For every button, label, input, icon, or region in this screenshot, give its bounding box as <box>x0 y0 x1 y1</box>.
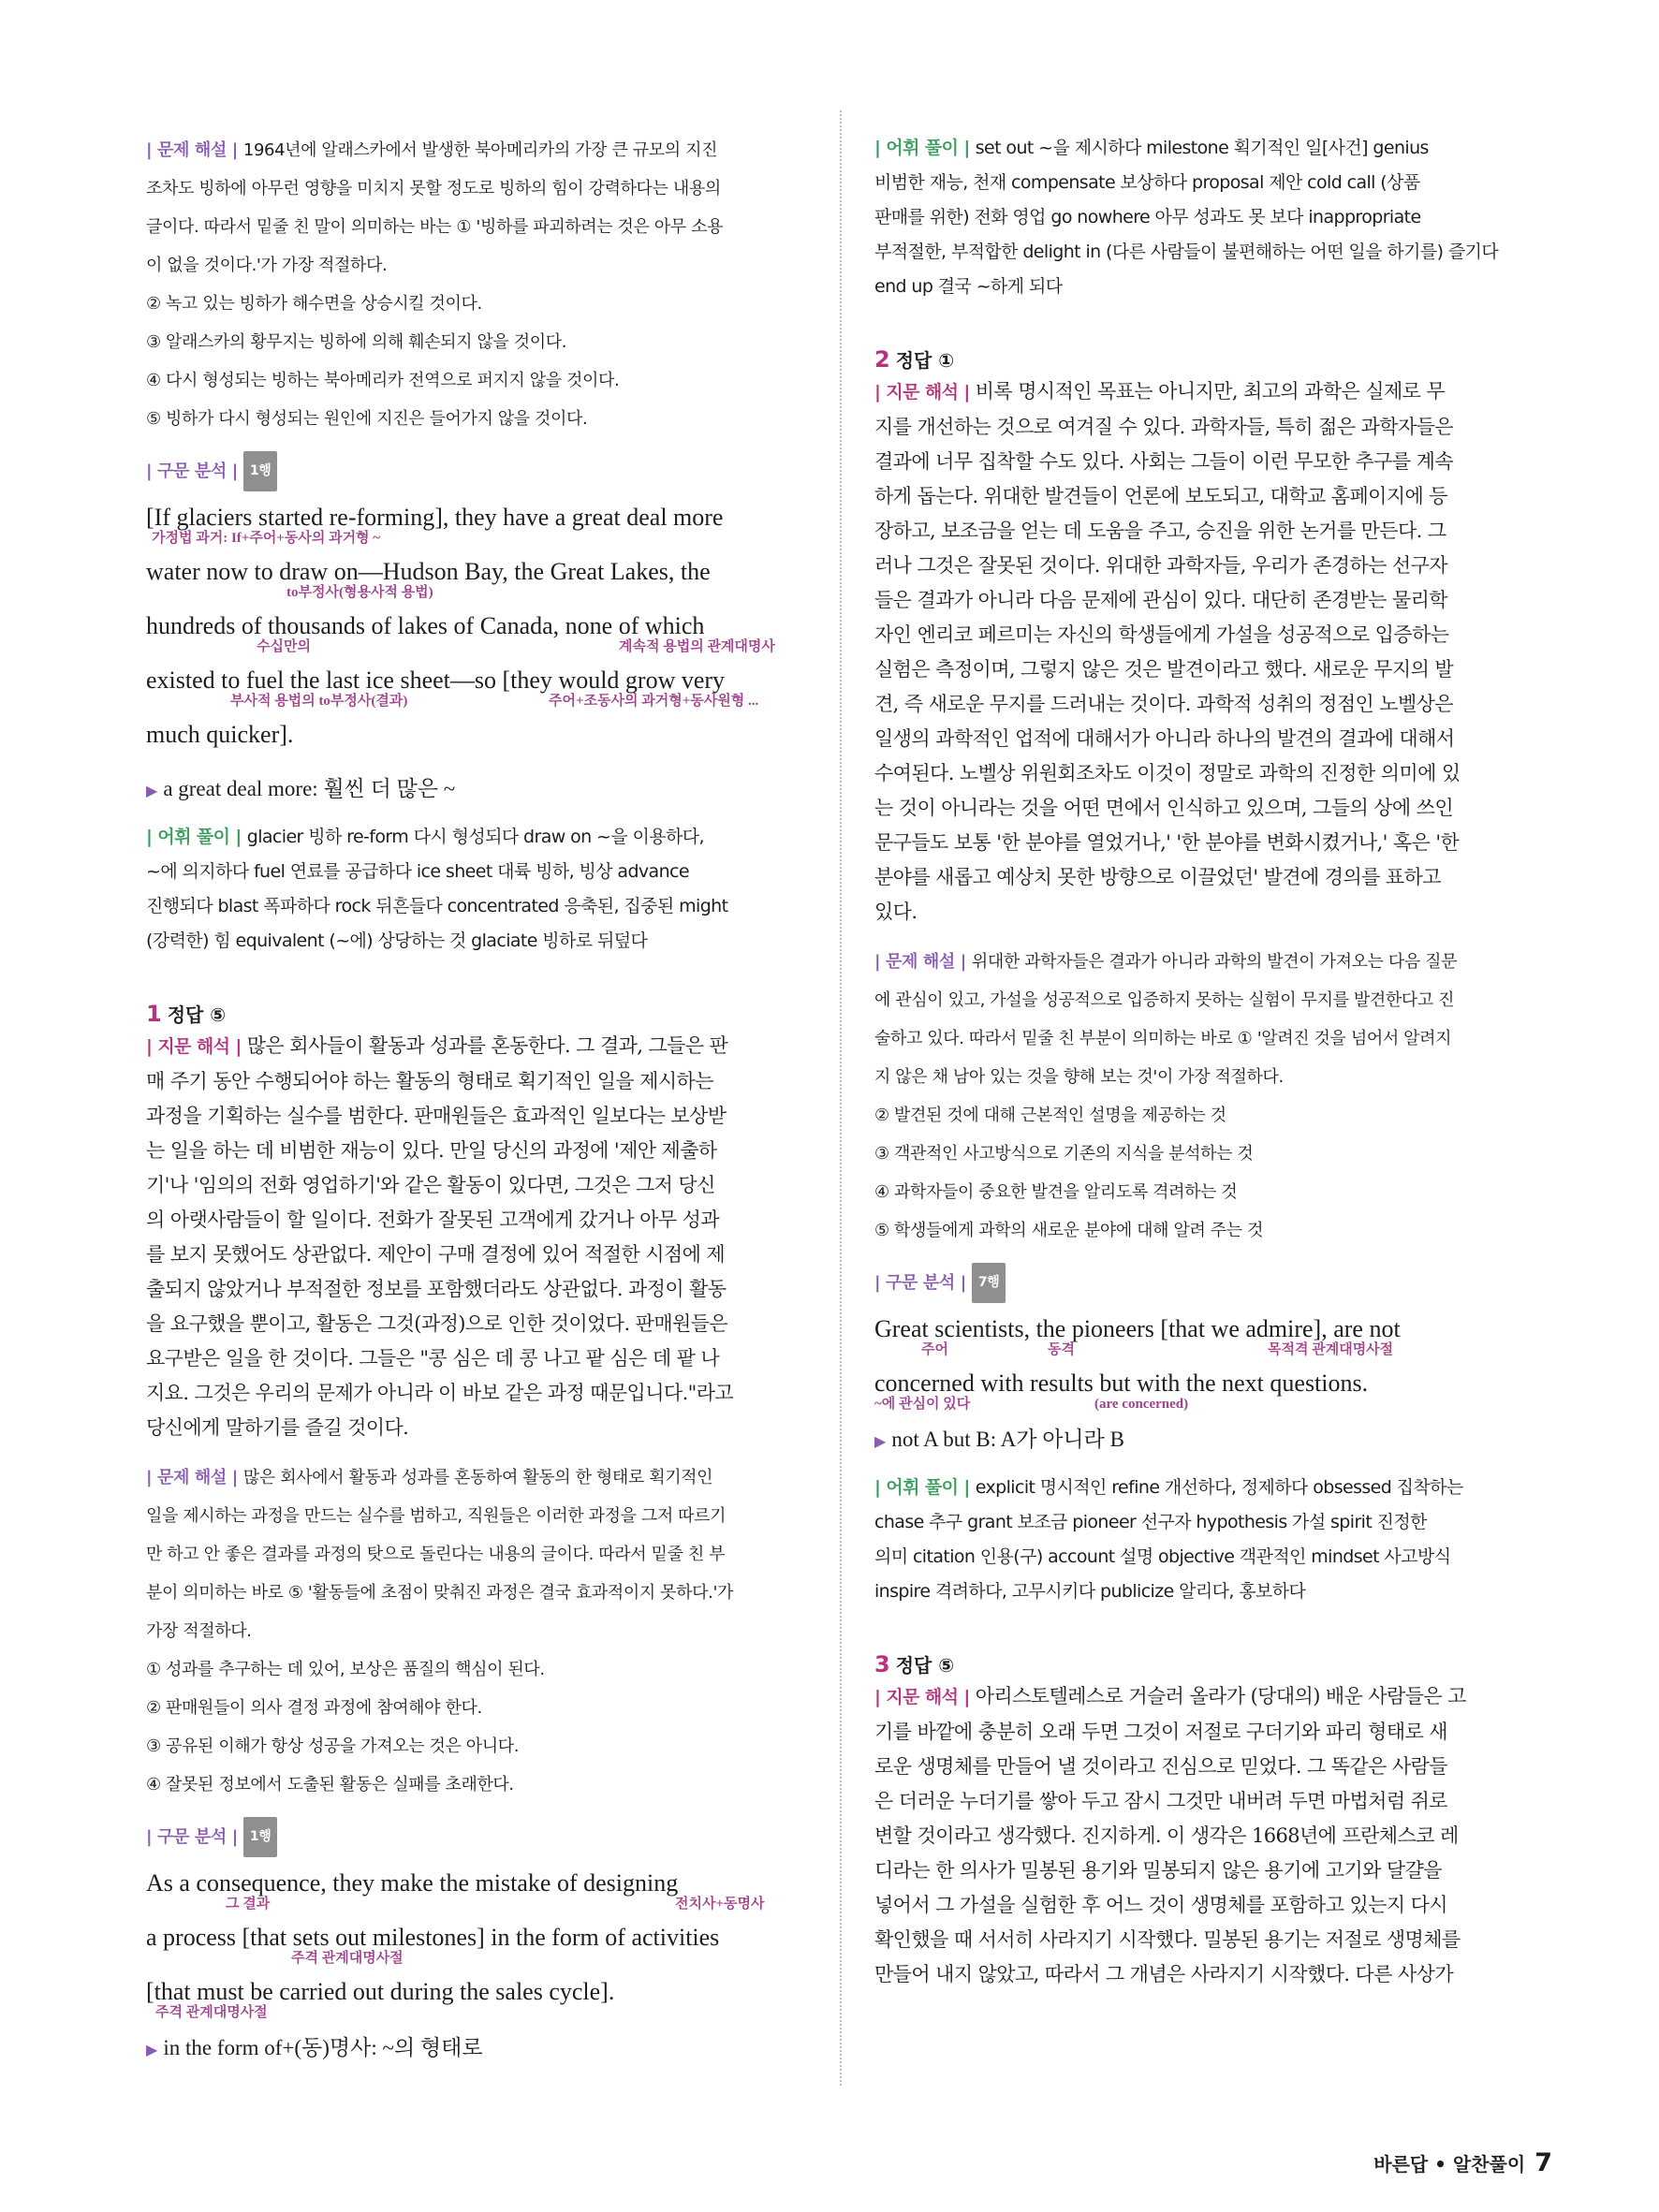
left-column <box>146 131 805 2066</box>
vocab-block-3: | 어휘 풀이 | explicit 명시적인 refine 개선하다, 정제하다 obsessed 집착하는 chase 추구 grant 보조금 pioneer 선구자 hypothesis 가설 spirit 진정한 의미 citation 인용(구) account 설명 objective 객관적인 mindset 사고방식 inspire 격려하다, 고무시키다 publicize 알리다, 홍보하다 <box>874 1477 1463 1602</box>
answer-heading-1: 1 정답 ⑤ <box>146 1001 227 1027</box>
label-problem-explanation: | 문제 해설 | <box>146 140 238 160</box>
explanation-block-3: | 문제 해설 | 위대한 과학자들은 결과가 아니라 과학의 발견이 가져오는 다음 질문 에 관심이 있고, 가설을 성공적으로 입증하지 못하는 실험이 무지를 발견한다고 진 술하고 있다. 따라서 밑줄 친 부분이 의미하는 바로 ① '알려진 것을 넘어서 알려지 지 않은 채 남아 있는 것을 향해 보는 것'이 가장 적절하다. ② 발견된 것에 대해 근본적인 설명을 제공하는 것 ③ 객관적인 사고방식으로 기존의 지식을 분석하는 것 ④ 과학자들이 중요한 발견을 알리도록 격려하는 것 ⑤ 학생들에게 과학의 새로운 분야에 대해 알려 주는 것 <box>874 952 1458 1240</box>
column-divider <box>840 110 842 2086</box>
note-1: ▶ a great deal more: 훨씬 더 많은 ~ <box>146 777 456 800</box>
line-badge: 1행 <box>243 451 277 491</box>
triangle-bullet-icon: ▶ <box>874 1434 887 1450</box>
vocab-block-2: | 어휘 풀이 | set out ~을 제시하다 milestone 획기적인 일[사건] genius 비범한 재능, 천재 compensate 보상하다 proposal 제안 cold call (상품 판매를 위한) 전화 영업 go nowhere 아무 성과도 못 보다 inappropriate 부적절한, 부적합한 delight in (다른 사람들이 불편해하는 어떤 일을 하기를) 즐기다 end up 결국 ~하게 되다 <box>874 138 1499 297</box>
syntax-analysis-3: Great scientists, the pioneers [that we admire], are not 주어 동격 목적격 관계대명사절 concerned with results but with the next questions. ~에 관심이 있다 (are concerned) <box>874 1315 1401 1412</box>
triangle-bullet-icon: ▶ <box>146 2043 158 2058</box>
note-2: ▶ in the form of+(동)명사: ~의 형태로 <box>146 2036 483 2059</box>
triangle-bullet-icon: ▶ <box>146 784 158 799</box>
right-column <box>874 131 1535 1992</box>
syntax-heading-3: | 구문 분석 | 7행 <box>874 1263 1535 1303</box>
syntax-heading-1: | 구문 분석 | 1행 <box>146 451 805 491</box>
syntax-heading-2: | 구문 분석 | 1행 <box>146 1817 805 1857</box>
translation-block-3: | 지문 해석 | 아리스토텔레스로 거슬러 올라가 (당대의) 배운 사람들은 고 기를 바깥에 충분히 오래 두면 그것이 저절로 구더기와 파리 형태로 새 로운 생명체를 만들어 낼 것이라고 진심으로 믿었다. 그 똑같은 사람들 은 더러운 누더기를 쌓아 두고 잠시 그것만 내버려 두면 마법처럼 쥐로 변할 것이라고 생각했다. 진지하게. 이 생각은 1668년에 프란체스코 레 디라는 한 의사가 밀봉된 용기와 밀봉되지 않은 용기에 고기와 달걀을 넣어서 그 가설을 실험한 후 어느 것이 생명체를 포함하고 있는지 다시 확인했을 때 서서히 사라지기 시작했다. 밀봉된 용기는 저절로 생명체를 만들어 내지 않았고, 따라서 그 개념은 사라지기 시작했다. 다른 사상가 <box>874 1685 1466 1985</box>
explanation-block-2: | 문제 해설 | 많은 회사에서 활동과 성과를 혼동하여 활동의 한 형태로 획기적인 일을 제시하는 과정을 만드는 실수를 범하고, 직원들은 이러한 과정을 그저 따르기 만 하고 안 좋은 결과를 과정의 탓으로 돌린다는 내용의 글이다. 따라서 밑줄 친 부 분이 의미하는 바로 ⑤ '활동들에 초점이 맞춰진 과정은 결국 효과적이지 못하다.'가 가장 적절하다. ① 성과를 추구하는 데 있어, 보상은 품질의 핵심이 된다. ② 판매원들이 의사 결정 과정에 참여해야 한다. ③ 공유된 이해가 항상 성공을 가져오는 것은 아니다. ④ 잘못된 정보에서 도출된 활동은 실패를 초래한다. <box>146 1468 733 1795</box>
vocab-block-1: | 어휘 풀이 | glacier 빙하 re-form 다시 형성되다 draw on ~을 이용하다, ~에 의지하다 fuel 연료를 공급하다 ice sheet 대륙 빙하, 빙상 advance 진행되다 blast 폭파하다 rock 뒤흔들다 concentrated 응축된, 집중된 might (강력한) 힘 equivalent (~에) 상당하는 것 glaciate 빙하로 뒤덮다 <box>146 827 728 951</box>
translation-block-1: | 지문 해석 | 많은 회사들이 활동과 성과를 혼동한다. 그 결과, 그들은 판 매 주기 동안 수행되어야 하는 활동의 형태로 획기적인 일을 제시하는 과정을 기획하는 실수를 범한다. 판매원들은 효과적인 일보다는 보상받 는 일을 하는 데 비범한 재능이 있다. 만일 당신의 과정에 '제안 제출하 기'나 '임의의 전화 영업하기'와 같은 활동이 있다면, 그것은 그저 당신 의 아랫사람들이 할 일이다. 전화가 잘못된 고객에게 갔거나 아무 성과 를 보지 못했어도 상관없다. 제안이 구매 결정에 있어 적절한 시점에 제 출되지 않았거나 부적절한 정보를 포함했더라도 상관없다. 과정이 활동 을 요구했을 뿐이고, 활동은 그것(과정)으로 인한 것이었다. 판매원들은 요구받은 일을 한 것이다. 그들은 "콩 심은 데 콩 나고 팥 심은 데 팥 나 지요. 그것은 우리의 문제가 아니라 이 바보 같은 과정 때문입니다."라고 당신에게 말하기를 즐길 것이다. <box>146 1034 734 1439</box>
line-badge: 1행 <box>243 1817 277 1857</box>
page-footer <box>1373 2148 1552 2177</box>
line-badge: 7행 <box>972 1263 1006 1303</box>
book-title: 바른답 • 알찬풀이 <box>1373 2153 1526 2175</box>
syntax-analysis-1: [If glaciers started re-forming], they have a great deal more 가정법 과거: If+주어+동사의 과거형 ~ water now to draw on—Hudson Bay, the Great Lakes, the to부정사(형용사적 용법) hundreds of thousands of lakes of Canada, none of which 수십만의 계속적 용법의 관계대명사 existed to fuel the last ice sheet—so [they would grow very 부사적 용법의 to부정사(결과) 주어+조동사의 과거형+동사원형 ... much quicker]. <box>146 504 775 748</box>
answer-heading-2: 2 정답 ① <box>874 346 955 373</box>
page-number: 7 <box>1534 2148 1552 2177</box>
syntax-analysis-2: As a consequence, they make the mistake of designing 그 결과 전치사+동명사 a process [that sets out milestones] in the form of activities 주격 관계대명사절 [that must be carried out during the sales cycle]. 주격 관계대명사절 <box>146 1869 765 2020</box>
note-3: ▶ not A but B: A가 아니라 B <box>874 1428 1124 1451</box>
explanation-block-1: | 문제 해설 | 1964년에 알래스카에서 발생한 북아메리카의 가장 큰 규모의 지진 조차도 빙하에 아무런 영향을 미치지 못할 정도로 빙하의 힘이 강력하다는 내용의 글이다. 따라서 밑줄 친 말이 의미하는 바는 ① '빙하를 파괴하려는 것은 아무 소용 이 없을 것이다.'가 가장 적절하다. ② 녹고 있는 빙하가 해수면을 상승시킬 것이다. ③ 알래스카의 황무지는 빙하에 의해 훼손되지 않을 것이다. ④ 다시 형성되는 빙하는 북아메리카 전역으로 퍼지지 않을 것이다. ⑤ 빙하가 다시 형성되는 원인에 지진은 들어가지 않을 것이다. <box>146 140 724 429</box>
translation-block-2: | 지문 해석 | 비록 명시적인 목표는 아니지만, 최고의 과학은 실제로 무 지를 개선하는 것으로 여겨질 수 있다. 과학자들, 특히 젊은 과학자들은 결과에 너무 집착할 수도 있다. 사회는 그들이 이런 무모한 추구를 계속 하게 돕는다. 위대한 발견들이 언론에 보도되고, 대학교 홈페이지에 등 장하고, 보조금을 얻는 데 도움을 주고, 승진을 위한 논거를 만든다. 그 러나 그것은 잘못된 것이다. 위대한 과학자들, 우리가 존경하는 선구자 들은 결과가 아니라 다음 문제에 관심이 있다. 대단히 존경받는 물리학 자인 엔리코 페르미는 자신의 학생들에게 가설을 성공적으로 입증하는 실험은 측정이며, 그렇지 않은 것은 발견이라고 했다. 새로운 무지의 발 견, 즉 새로운 무지를 드러내는 것이다. 과학적 성취의 정점인 노벨상은 일생의 과학적인 업적에 대해서가 아니라 하나의 발견의 결과에 대해서 수여된다. 노벨상 위원회조차도 이것이 정말로 과학의 진정한 의미에 있 는 것이 아니라는 것을 어떤 면에서 인식하고 있으며, 그들의 상에 쓰인 문구들도 보통 '한 분야를 열었거나,' '한 분야를 변화시켰거나,' 혹은 '한 분야를 새롭고 예상치 못한 방향으로 이끌었던' 발견에 경의를 표하고 있다. <box>874 380 1461 923</box>
answer-heading-3: 3 정답 ⑤ <box>874 1651 955 1677</box>
